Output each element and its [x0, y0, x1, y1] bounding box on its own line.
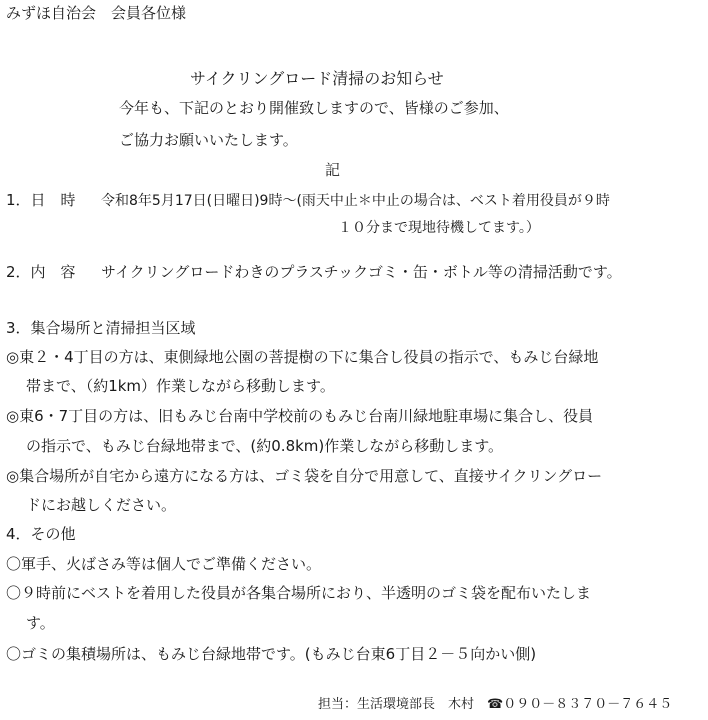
item2-text: サイクリングロードわきのプラスチックゴミ・缶・ボトル等の清掃活動です。 [101, 263, 622, 281]
item3-heading: 3．集合場所と清掃担当区域 [6, 319, 196, 337]
item4-bullet2-line1: 〇９時前にベストを着用した役員が各集合場所におり、半透明のゴミ袋を配布いたしま [6, 584, 592, 602]
item3-bullet1-line1: ◎東２・4丁目の方は、東側緑地公園の菩提樹の下に集合し役員の指示で、もみじ台緑地 [6, 348, 599, 366]
item1-text-cont: １０分まで現地待機してます。） [338, 220, 540, 236]
item3-bullet3-line2: ドにお越しください。 [26, 496, 177, 514]
item4-bullet2-line2: す。 [26, 614, 55, 632]
contact-footer: 担当：生活環境部長 木村 ☎０９０－８３７０－７６４５ [318, 697, 673, 712]
notice-title: サイクリングロード清掃のお知らせ [190, 69, 444, 88]
item3-bullet3-line1: ◎集合場所が自宅から遠方になる方は、ゴミ袋を自分で用意して、直接サイクリングロー [6, 467, 603, 485]
intro-line-2: ご協力お願いいたします。 [119, 131, 298, 149]
item4-bullet3: 〇ゴミの集積場所は、もみじ台緑地帯です。(もみじ台東6丁目２－５向かい側) [6, 645, 537, 663]
ki-marker: 記 [325, 161, 341, 179]
item1-text: 令和8年5月17日(日曜日)9時～(雨天中止＊中止の場合は、ベスト着用役員が９時 [101, 193, 610, 209]
intro-line-1: 今年も、下記のとおり開催致しますので、皆様のご参加、 [119, 99, 509, 117]
item3-bullet1-line2: 帯まで、（約1km）作業しながら移動します。 [26, 377, 335, 395]
item3-bullet2-line2: の指示で、もみじ台緑地帯まで、(約0.8km)作業しながら移動します。 [26, 437, 504, 455]
addressee: みずほ自治会 会員各位様 [6, 4, 187, 22]
item4-bullet1: 〇軍手、火ばさみ等は個人でご準備ください。 [6, 555, 322, 573]
item1-label: 1．日 時 [6, 191, 76, 209]
item3-bullet2-line1: ◎東6・7丁目の方は、旧もみじ台南中学校前のもみじ台南川緑地駐車場に集合し、役員 [6, 407, 594, 425]
item2-label: 2．内 容 [6, 263, 76, 281]
item4-heading: 4．その他 [6, 525, 76, 543]
